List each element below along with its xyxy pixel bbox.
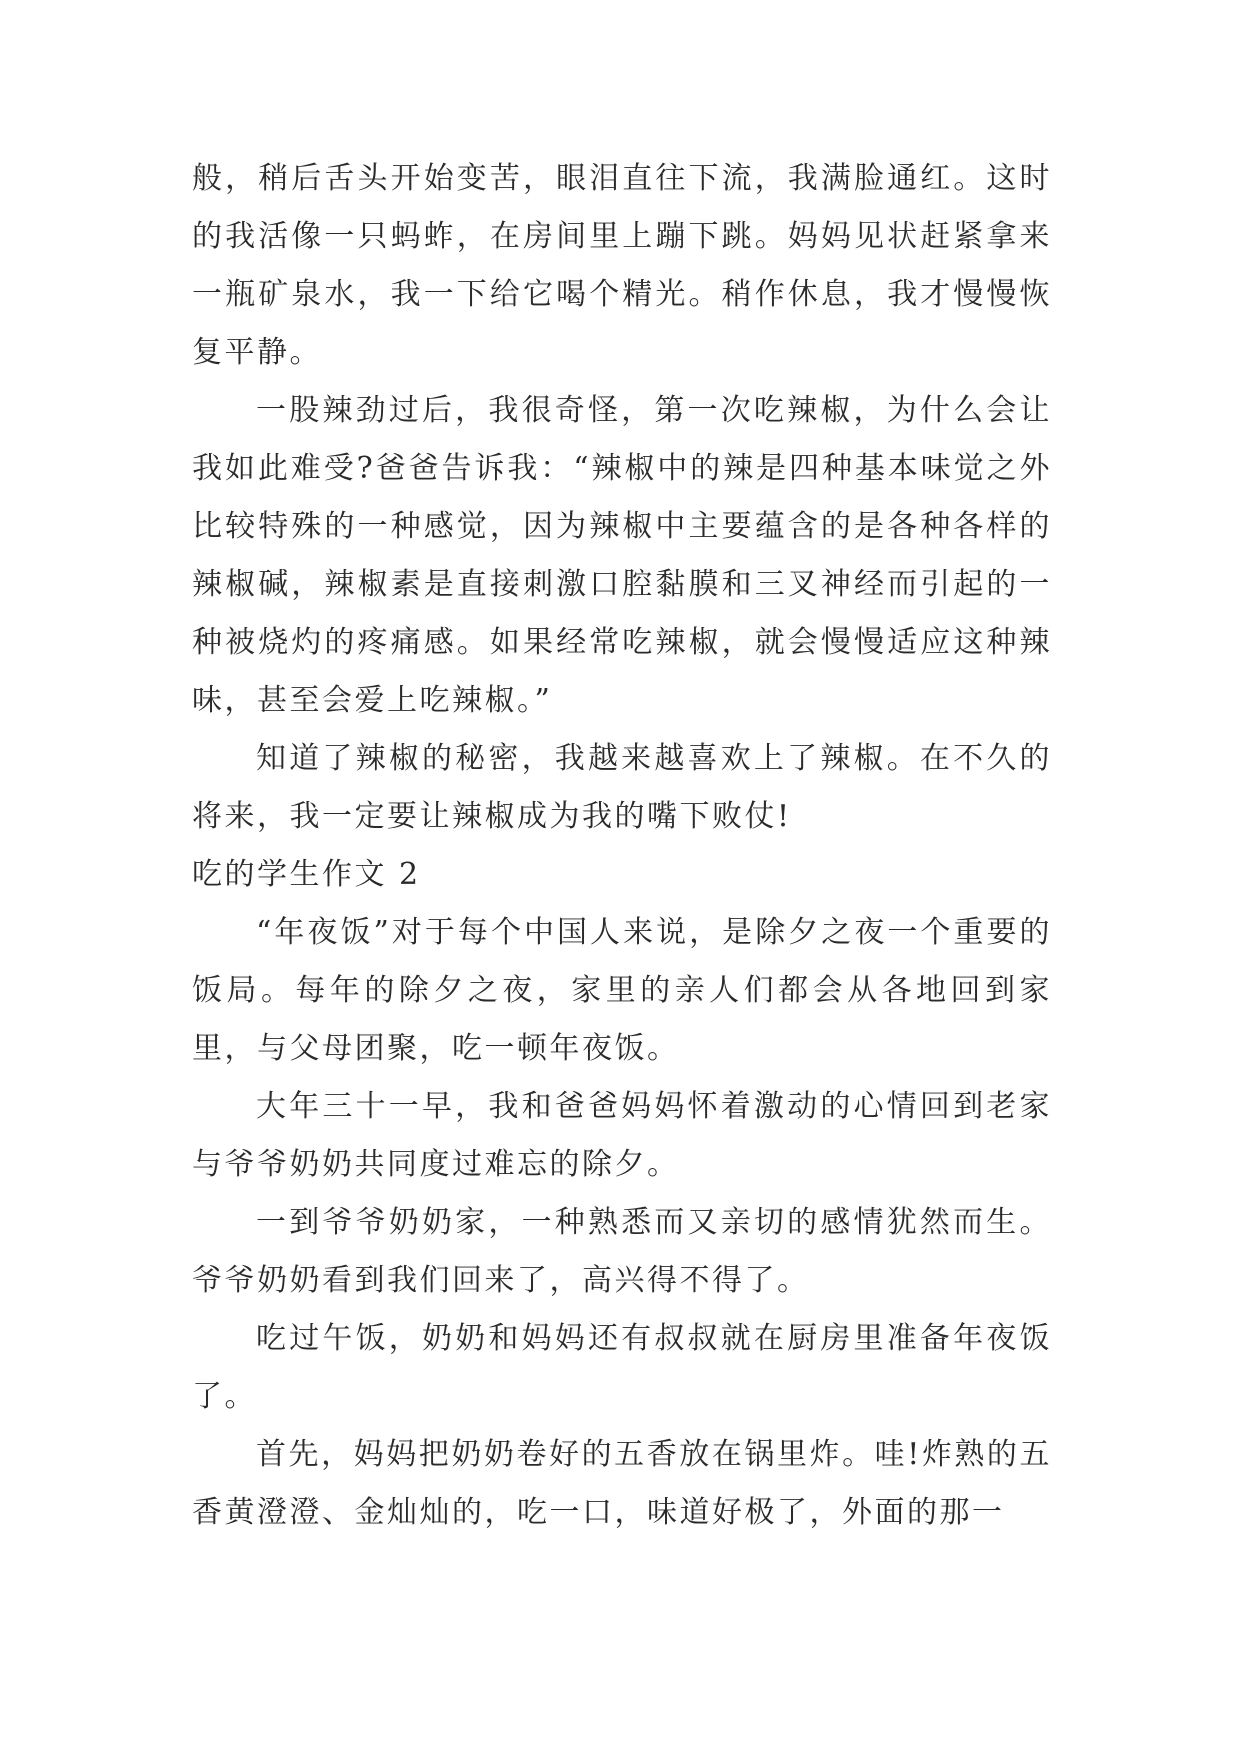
paragraph: 吃过午饭，奶奶和妈妈还有叔叔就在厨房里准备年夜饭了。 [192, 1321, 1052, 1414]
paragraph: 知道了辣椒的秘密，我越来越喜欢上了辣椒。在不久的将来，我一定要让辣椒成为我的嘴下败仗! [192, 741, 1052, 834]
section-heading: 吃的学生作文 2 [192, 857, 421, 892]
paragraph: 一到爷爷奶奶家，一种熟悉而又亲切的感情犹然而生。爷爷奶奶看到我们回来了，高兴得不得了。 [192, 1205, 1052, 1298]
document-body [192, 150, 1052, 1542]
paragraph: 大年三十一早，我和爸爸妈妈怀着激动的心情回到老家与爷爷奶奶共同度过难忘的除夕。 [192, 1089, 1052, 1182]
paragraph: 首先，妈妈把奶奶卷好的五香放在锅里炸。哇!炸熟的五香黄澄澄、金灿灿的，吃一口，味道好极了，外面的那一 [192, 1437, 1052, 1530]
paragraph: “年夜饭”对于每个中国人来说，是除夕之夜一个重要的饭局。每年的除夕之夜，家里的亲人们都会从各地回到家里，与父母团聚，吃一顿年夜饭。 [192, 915, 1052, 1066]
paragraph: 般，稍后舌头开始变苦，眼泪直往下流，我满脸通红。这时的我活像一只蚂蚱，在房间里上蹦下跳。妈妈见状赶紧拿来一瓶矿泉水，我一下给它喝个精光。稍作休息，我才慢慢恢复平静。 [192, 161, 1052, 370]
paragraph: 一股辣劲过后，我很奇怪，第一次吃辣椒，为什么会让我如此难受?爸爸告诉我：“辣椒中的辣是四种基本味觉之外比较特殊的一种感觉，因为辣椒中主要蕴含的是各种各样的辣椒碱，辣椒素是直接刺激口腔黏膜和三叉神经而引起的一种被烧灼的疼痛感。如果经常吃辣椒，就会慢慢适应这种辣味，甚至会爱上吃辣椒。” [192, 393, 1052, 718]
